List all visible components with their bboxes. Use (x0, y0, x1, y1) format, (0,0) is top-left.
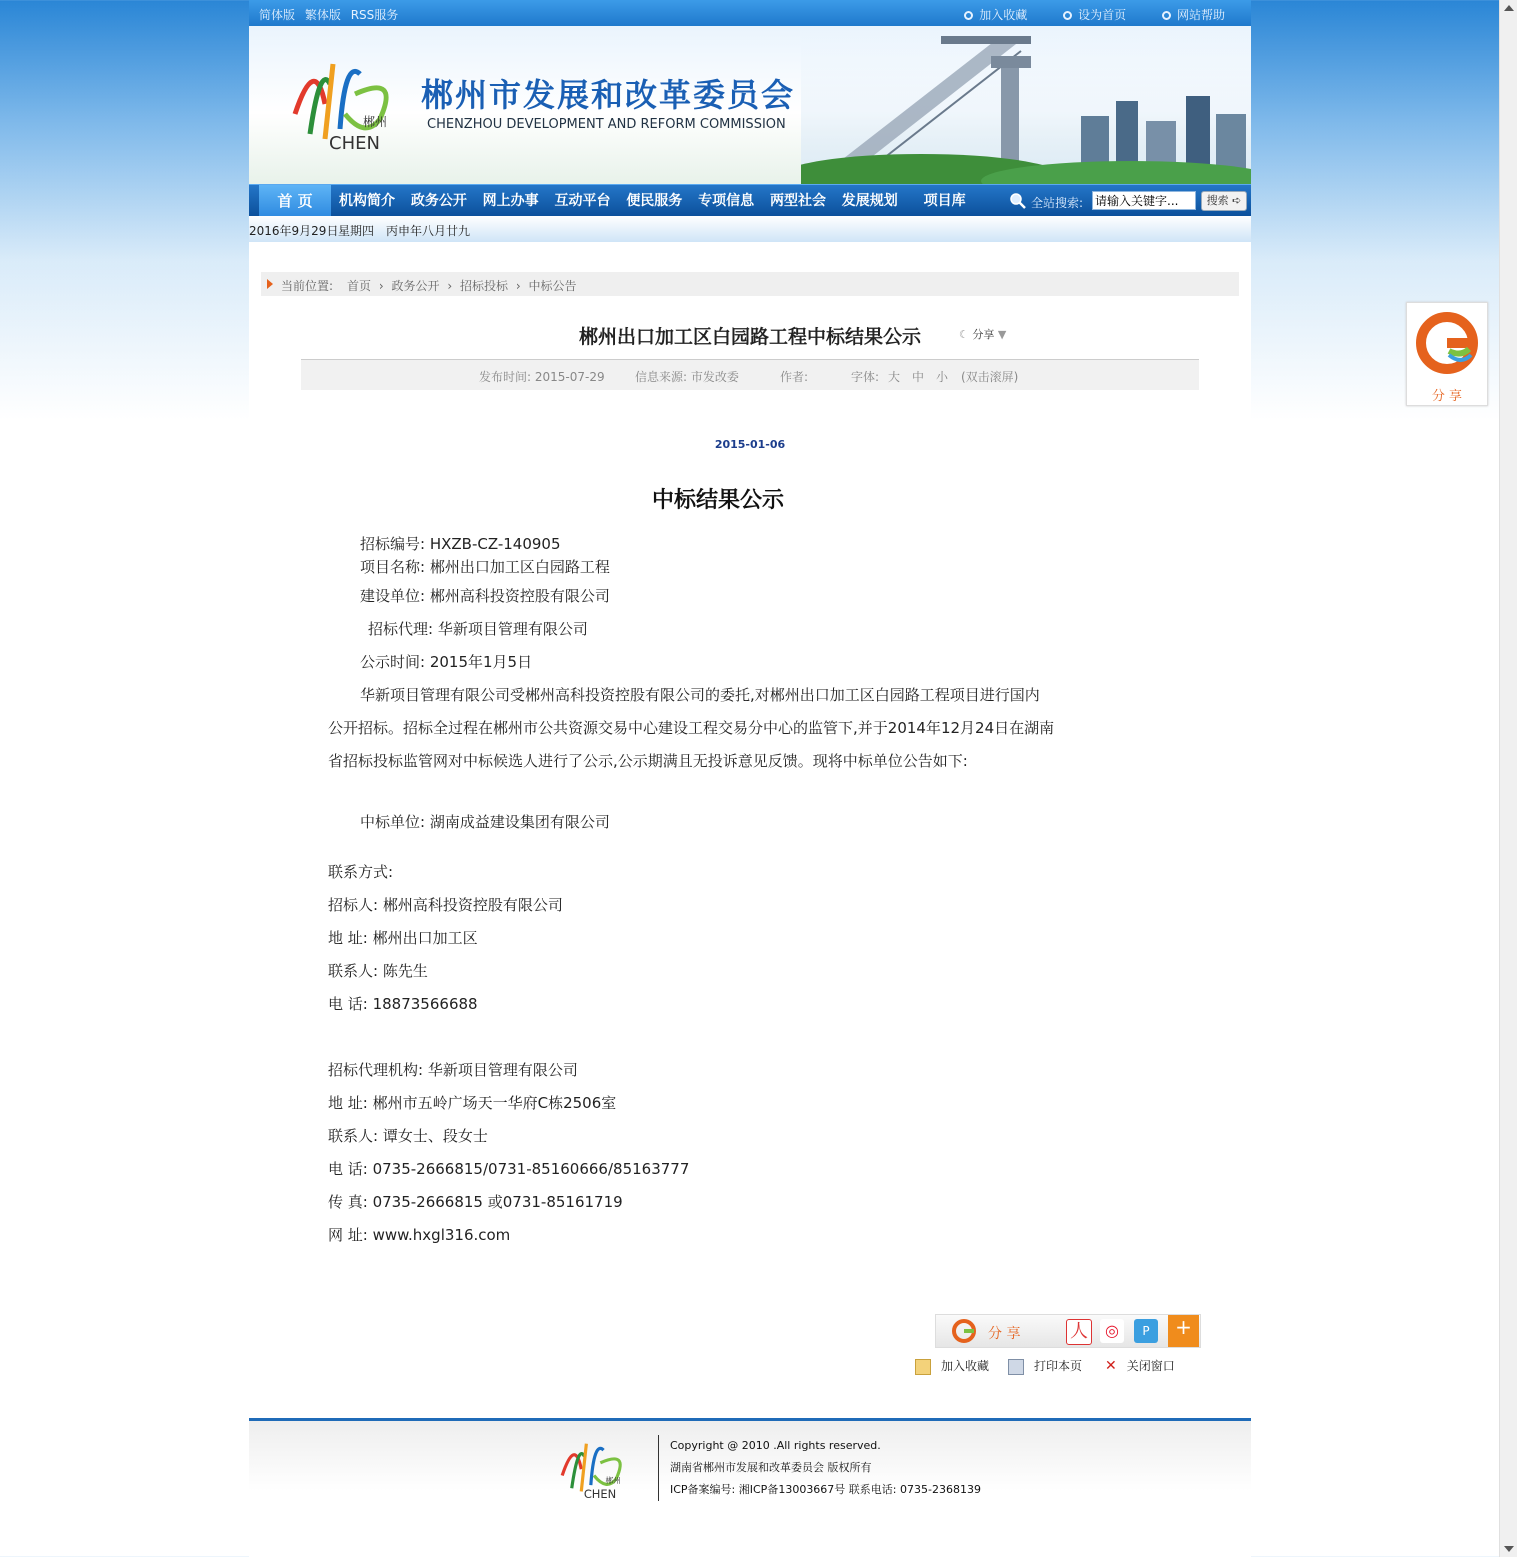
share-mini-button[interactable]: ☾ 分享 ▼ (959, 328, 1007, 341)
more-share-icon[interactable]: + (1168, 1315, 1199, 1347)
bid-agent: 招标代理: 华新项目管理有限公司 (368, 620, 588, 638)
circle-icon (1063, 11, 1072, 20)
footer-owner: 湖南省郴州市发展和改革委员会 版权所有 (670, 1461, 872, 1474)
svg-text:郴州: 郴州 (363, 115, 388, 129)
print-icon (1008, 1359, 1024, 1375)
site-help-link[interactable]: 网站帮助 (1162, 8, 1225, 22)
chevron-right-icon: › (447, 279, 453, 293)
nav-item-public-services[interactable]: 便民服务 (626, 193, 683, 209)
city-skyline-illustration (801, 26, 1251, 184)
add-favorite-link[interactable]: 加入收藏 (964, 8, 1027, 22)
info-source: 信息来源: 市发改委 (635, 370, 739, 384)
scroll-up-arrow-icon[interactable] (1504, 5, 1514, 11)
body-paragraph-line-1: 华新项目管理有限公司受郴州高科投资控股有限公司的委托,对郴州出口加工区白园路工程项目进行国内 (360, 686, 1040, 704)
chevron-right-icon: › (378, 279, 384, 293)
publish-time: 发布时间: 2015-07-29 (479, 370, 605, 384)
scroll-hint: (双击滚屏) (961, 370, 1019, 384)
body-paragraph-line-2: 公开招标。招标全过程在郴州市公共资源交易中心建设工程交易分中心的监管下,并于2014年12月24日在湖南 (328, 719, 1055, 737)
tenderer-address: 地 址: 郴州出口加工区 (328, 929, 478, 947)
footer-icp: ICP备案编号: 湘ICP备13003667号 联系电话: 0735-2368139 (670, 1483, 981, 1496)
agency-address: 地 址: 郴州市五岭广场天一华府C栋2506室 (328, 1094, 617, 1112)
share-logo-icon (1415, 311, 1479, 375)
renren-share-icon[interactable]: 人 (1066, 1319, 1092, 1345)
font-size-label: 字体: (851, 370, 880, 384)
publicity-time: 公示时间: 2015年1月5日 (360, 653, 533, 671)
share-bar (935, 1314, 1201, 1348)
project-name: 项目名称: 郴州出口加工区白园路工程 (360, 558, 610, 576)
agency-contact: 联系人: 谭女士、段女士 (328, 1127, 488, 1145)
search-icon (1009, 192, 1027, 210)
nav-item-interaction[interactable]: 互动平台 (554, 193, 611, 209)
top-utility-bar (249, 0, 1251, 26)
font-large-button[interactable]: 大 (888, 370, 901, 384)
floating-share-label: 分 享 (1431, 389, 1463, 404)
article-heading: 中标结果公示 (651, 488, 784, 513)
breadcrumb-government-affairs[interactable]: 政务公开 (391, 279, 440, 293)
nav-item-two-oriented-society[interactable]: 两型社会 (769, 193, 826, 209)
add-favorite-tool[interactable]: 加入收藏 (915, 1357, 989, 1375)
tenderer-contact: 联系人: 陈先生 (328, 962, 428, 980)
circle-icon (1162, 11, 1171, 20)
site-subtitle: CHENZHOU DEVELOPMENT AND REFORM COMMISSION (427, 117, 786, 132)
weibo-share-icon[interactable]: ◎ (1100, 1319, 1124, 1343)
nav-home[interactable]: 首 页 (259, 185, 331, 217)
link-traditional[interactable]: 繁体版 (304, 8, 341, 22)
author: 作者: (780, 370, 809, 384)
breadcrumb-bidding[interactable]: 招标投标 (459, 279, 508, 293)
site-title: 郴州市发展和改革委员会 (421, 76, 796, 114)
header-banner (249, 26, 1251, 184)
breadcrumb-home[interactable]: 首页 (347, 279, 372, 293)
print-page-tool[interactable]: 打印本页 (1008, 1357, 1082, 1375)
chenzhou-logo (285, 44, 405, 154)
nav-item-government-affairs[interactable]: 政务公开 (410, 193, 467, 209)
footer (249, 1418, 1251, 1521)
breadcrumb (261, 272, 1239, 296)
bid-number: 招标编号: HXZB-CZ-140905 (360, 535, 561, 553)
share-logo-icon: ☾ (959, 328, 969, 341)
share-label: 分 享 (988, 1326, 1021, 1342)
tenderer: 招标人: 郴州高科投资控股有限公司 (328, 896, 563, 914)
nav-item-development-plan[interactable]: 发展规划 (841, 193, 898, 209)
close-window-tool[interactable]: ✕ 关闭窗口 (1105, 1358, 1175, 1374)
tencent-share-icon[interactable]: P (1134, 1319, 1158, 1343)
agency-phone: 电 话: 0735-2666815/0731-85160666/85163777 (328, 1160, 690, 1178)
agency-name: 招标代理机构: 华新项目管理有限公司 (328, 1061, 578, 1079)
agency-fax: 传 真: 0735-2666815 或0731-85161719 (328, 1193, 623, 1211)
main-nav (249, 184, 1251, 217)
link-rss[interactable]: RSS服务 (350, 8, 399, 22)
builder-unit: 建设单位: 郴州高科投资控股有限公司 (360, 587, 610, 605)
article-date: 2015-01-06 (714, 438, 786, 451)
chevron-right-icon: › (515, 279, 521, 293)
nav-item-about[interactable]: 机构简介 (339, 193, 395, 209)
article-title-row (249, 322, 1251, 349)
nav-item-special-info[interactable]: 专项信息 (698, 193, 755, 209)
caret-down-icon: ▼ (997, 328, 1007, 341)
footer-logo (549, 1431, 639, 1501)
article-meta-bar (301, 359, 1199, 390)
folder-icon (915, 1359, 931, 1375)
footer-copyright: Copyright @ 2010 .All rights reserved. (670, 1439, 881, 1452)
font-small-button[interactable]: 小 (936, 370, 949, 384)
scroll-down-arrow-icon[interactable] (1504, 1546, 1514, 1552)
nav-item-project-library[interactable]: 项目库 (923, 193, 966, 209)
svg-text:CHEN: CHEN (583, 1486, 617, 1501)
body-paragraph-line-3: 省招标投标监管网对中标候选人进行了公示,公示期满且无投诉意见反馈。现将中标单位公告如下: (328, 752, 968, 770)
lunar-date: 丙申年八月廿九 (386, 224, 471, 238)
vertical-scrollbar[interactable] (1499, 0, 1517, 1557)
search-input[interactable] (1092, 191, 1196, 210)
link-simplified[interactable]: 简体版 (259, 8, 296, 22)
svg-text:CHEN: CHEN (329, 133, 380, 154)
breadcrumb-label: 当前位置: (281, 279, 334, 293)
font-medium-button[interactable]: 中 (912, 370, 925, 384)
circle-icon (964, 11, 973, 20)
contact-heading: 联系方式: (328, 863, 394, 881)
search-label: 全站搜索: (1031, 196, 1084, 210)
date-bar (249, 216, 1251, 242)
current-weekday: 星期四 (338, 224, 375, 238)
search-button[interactable]: 搜索 ➪ (1201, 191, 1247, 211)
set-homepage-link[interactable]: 设为首页 (1063, 8, 1126, 22)
floating-share-widget[interactable] (1406, 302, 1488, 406)
page-wrapper (249, 0, 1251, 1557)
footer-divider (658, 1435, 659, 1501)
share-logo-icon[interactable] (952, 1319, 976, 1343)
breadcrumb-award-notice[interactable]: 中标公告 (528, 279, 577, 293)
svg-text:郴州: 郴州 (605, 1476, 621, 1486)
current-date: 2016年9月29日 (249, 224, 339, 238)
winning-bidder: 中标单位: 湖南成益建设集团有限公司 (360, 813, 610, 831)
arrow-right-icon (267, 279, 273, 289)
tenderer-phone: 电 话: 18873566688 (328, 995, 478, 1013)
close-icon: ✕ (1105, 1358, 1117, 1374)
article-title: 郴州出口加工区白园路工程中标结果公示 (578, 326, 921, 348)
nav-item-online-services[interactable]: 网上办事 (482, 193, 539, 209)
agency-website: 网 址: www.hxgl316.com (328, 1226, 511, 1244)
